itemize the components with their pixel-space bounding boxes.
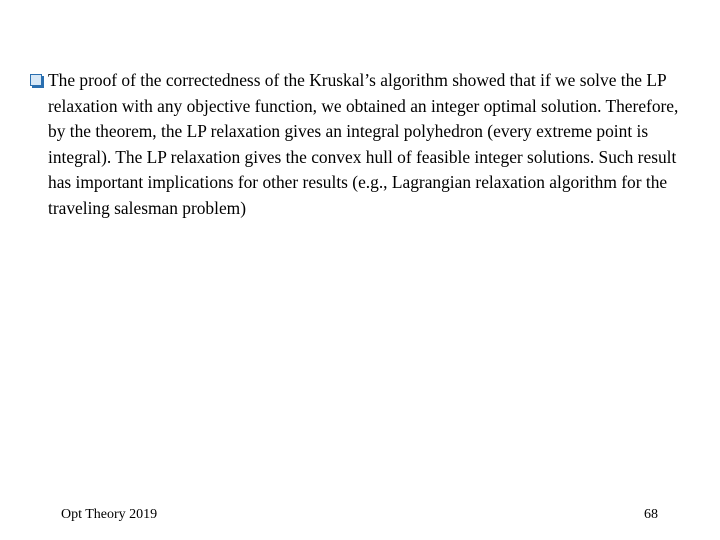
- bullet-item: [30, 68, 700, 221]
- footer-title: Opt Theory 2019: [61, 507, 158, 522]
- bullet-text: The proof of the correctedness of the Kruskal’s algorithm showed that if we solve the LP relaxation with any objective function, we obtained an integer optimal solution. Therefore, by the theorem, the LP relaxation gives an integral polyhedron (every extreme point is integral). The LP relaxation gives the convex hull of feasible integer solutions. Such result has important implications for other results (e.g., Lagrangian relaxation algorithm for the traveling salesman problem): [48, 70, 679, 218]
- checkbox-bullet-icon: [30, 74, 42, 86]
- page-number: 68: [644, 507, 658, 522]
